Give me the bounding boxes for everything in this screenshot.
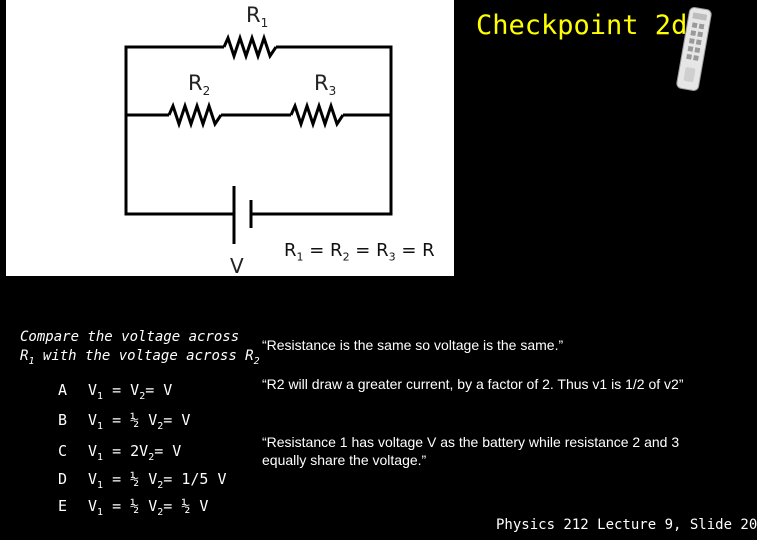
circuit-schematic: [6, 0, 454, 276]
circuit-diagram: [6, 0, 454, 276]
option-letter: E: [58, 497, 68, 515]
question-text: [20, 328, 260, 371]
slide-footer: Physics 212 Lecture 9, Slide 20: [496, 517, 757, 533]
answer-option-c[interactable]: C $V_1 = 2V_2= V$: [58, 442, 182, 463]
resistance-equality: $R_1 = R_2 = R_3 = R$: [284, 240, 435, 264]
option-letter: A: [58, 381, 68, 399]
question-line-1: Compare the voltage across: [20, 329, 240, 345]
option-letter: B: [58, 411, 68, 429]
resistor-r3: [291, 106, 343, 124]
student-response-3: “Resistance 1 has voltage V as the battery while resistance 2 and 3 equally share the voltage.”: [262, 434, 680, 468]
answer-option-b[interactable]: B $V_1$ = ½ $V_2= V$: [58, 411, 191, 432]
option-letter: D: [58, 470, 68, 488]
answer-option-d[interactable]: D $V_1$ = ½ $V_2= 1/5$ V: [58, 470, 227, 491]
r3-label: $R_3$: [314, 71, 337, 99]
wire-outer-left: [126, 47, 234, 214]
wire-inner-left: [126, 47, 169, 115]
clicker-remote-icon: [676, 6, 712, 96]
resistor-r1: [224, 38, 276, 56]
student-response-1: “Resistance is the same so voltage is the same.”: [262, 337, 564, 353]
battery-label: V: [230, 254, 244, 278]
question-line-2: $R_1$ with the voltage across $R_2$: [20, 348, 260, 367]
resistor-r2: [169, 106, 221, 124]
r2-label: $R_2$: [188, 71, 211, 99]
answer-option-a[interactable]: A $V_1 = V_2= V$: [58, 381, 173, 402]
answer-option-e[interactable]: E $V_1$ = ½ $V_2=$ ½ V: [58, 497, 209, 518]
student-response-2: “R2 will draw a greater current, by a factor of 2. Thus v1 is 1/2 of v2”: [262, 376, 684, 392]
r1-label: $R_1$: [246, 3, 269, 31]
slide-title: Checkpoint 2d: [476, 10, 688, 41]
option-letter: C: [58, 442, 68, 460]
